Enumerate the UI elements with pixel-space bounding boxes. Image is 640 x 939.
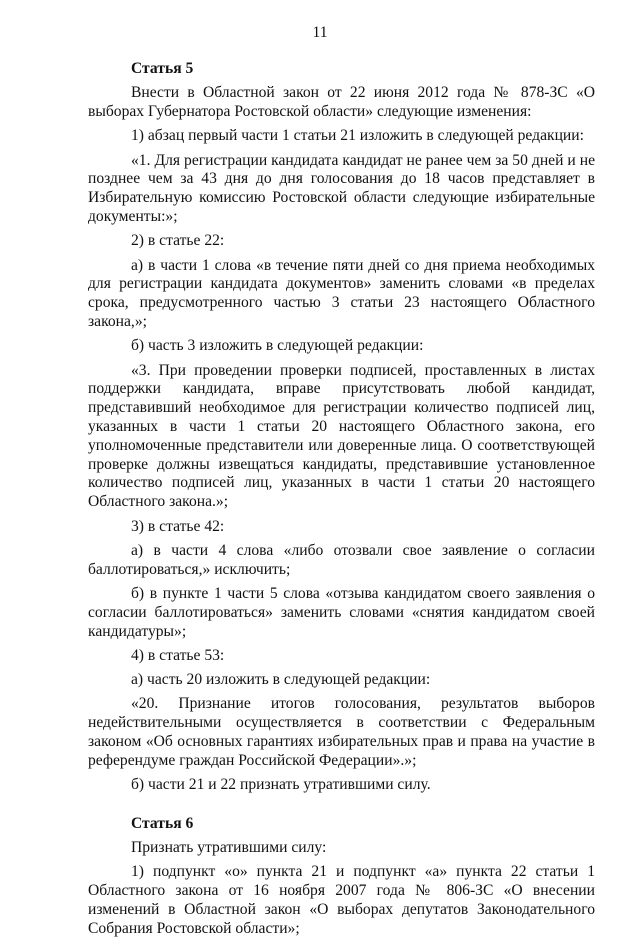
paragraph: а) в части 1 слова «в течение пяти дней со дня приема необходимых для регистрации кандидата документов» заменить словами «в пределах срока, предусмотренного частью 3 статьи 23 настоящего Областного закона,»; [88, 256, 595, 331]
paragraph: б) части 21 и 22 признать утратившими силу. [131, 776, 431, 794]
article-6-heading: Статья 6 [131, 814, 194, 832]
paragraph: «20. Признание итогов голосования, результатов выборов недействительными осуществляется в соответствии с Федеральным законом «Об основных гарантиях избирательных прав и права на участие в референдуме граждан Российской Федерации».»; [88, 695, 595, 769]
paragraph: «1. Для регистрации кандидата кандидат не ранее чем за 50 дней и не позднее чем за 43 дня до дня голосования до 18 часов представляет в Избирательную комиссию Ростовской области следующие избирательные документы:»; [88, 151, 595, 226]
paragraph: б) в пункте 1 части 5 слова «отзыва кандидатом своего заявления о согласии баллотироваться» заменить словами «снятия кандидатом своей кандидатуры»; [88, 584, 595, 640]
paragraph: 1) абзац первый части 1 статьи 21 изложить в следующей редакции: [131, 127, 584, 145]
paragraph: а) в части 4 слова «либо отозвали свое заявление о согласии баллотироваться,» исключить; [88, 541, 595, 578]
paragraph: 1) подпункт «о» пункта 21 и подпункт «а» пункта 22 статьи 1 Областного закона от 16 ноября 2007 года № 806-ЗС «О внесении изменений в Областной закон «О выборах депутатов Законодательного Собрания Ростовской области»; [88, 863, 595, 937]
paragraph: а) часть 20 изложить в следующей редакции: [131, 671, 431, 689]
document-body [88, 60, 595, 939]
paragraph: б) часть 3 изложить в следующей редакции: [131, 337, 424, 355]
paragraph: 2) в статье 22: [131, 232, 225, 250]
page-number: 11 [312, 24, 328, 41]
article-5-heading: Статья 5 [131, 60, 194, 77]
paragraph: «3. При проведении проверки подписей, проставленных в листах поддержки кандидата, вправе присутствовать любой кандидат, представивший необходимое для регистрации количество подписей лиц, указанных в части 1 статьи 20 настоящего Областного закона, его уполномоченные представители или доверенные лица. О соответствующей проверке должны извещаться кандидаты, представившие установленное количество подписей лиц, указанных в части 1 статьи 20 настоящего Областного закона.»; [88, 361, 595, 511]
paragraph: 3) в статье 42: [131, 517, 225, 535]
paragraph: Внести в Областной закон от 22 июня 2012 года № 878-ЗС «О выборах Губернатора Ростовской области» следующие изменения: [88, 84, 595, 121]
paragraph: 4) в статье 53: [131, 646, 225, 664]
paragraph: Признать утратившими силу: [131, 839, 327, 857]
